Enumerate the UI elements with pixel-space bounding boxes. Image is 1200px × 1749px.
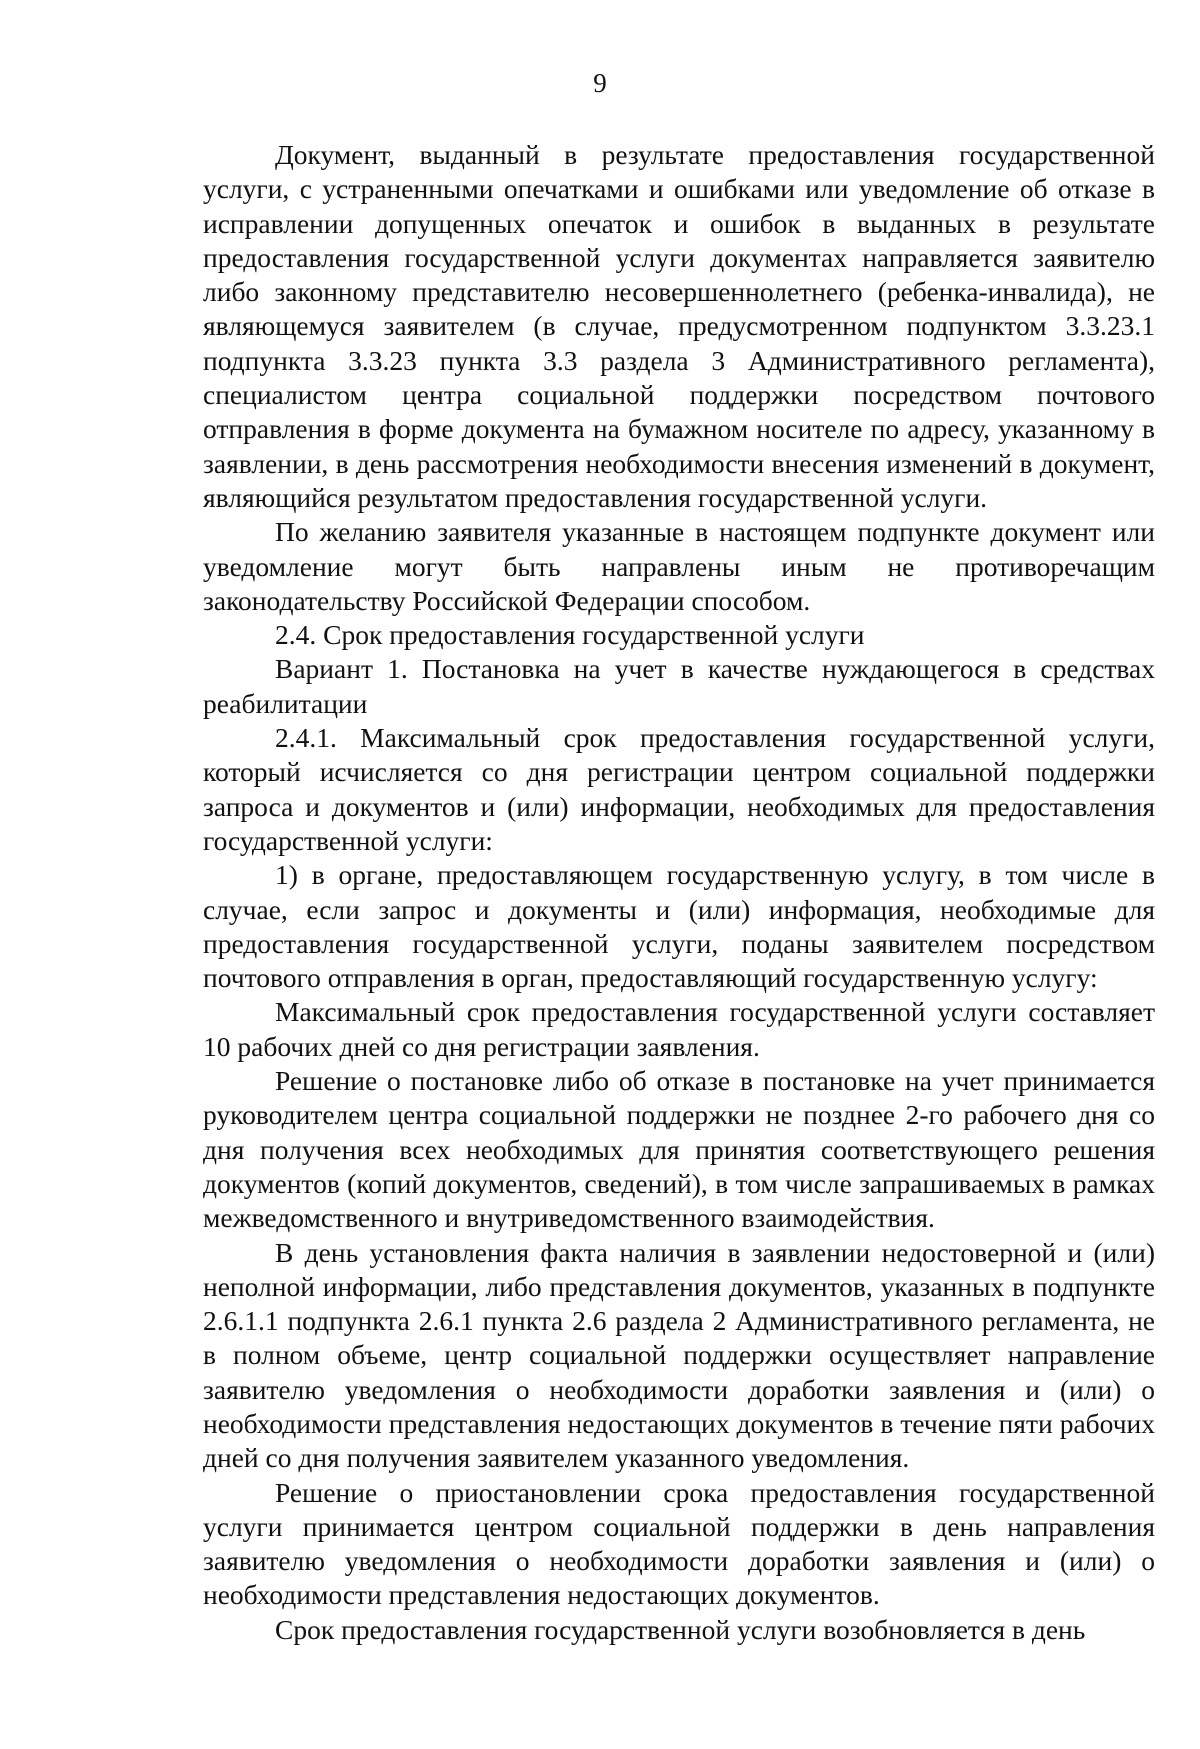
page-number: 9 <box>593 68 607 98</box>
paragraph-resumption: Срок предоставления государственной услуги возобновляется в день <box>275 1613 1086 1645</box>
section-heading-2-4: 2.4. Срок предоставления государственной услуги <box>275 619 865 651</box>
paragraph-applicant-wish: По желанию заявителя указанные в настоящем подпункте документ или уведомление могут быть направлены иным не противоречащим законодательству Российской Федерации способом. <box>203 516 1155 616</box>
paragraph-2-4-1: 2.4.1. Максимальный срок предоставления государственной услуги, который исчисляется со дня регистрации центром социальной поддержки запроса и документов и (или) информации, необходимых для предоставления государственной услуги: <box>203 722 1155 856</box>
paragraph-variant-1: Вариант 1. Постановка на учет в качестве нуждающегося в средствах реабилитации <box>203 653 1155 719</box>
list-item-1: 1) в органе, предоставляющем государственную услугу, в том числе в случае, если запрос и документы и (или) информация, необходимые для предоставления государственной услуги, поданы заявителем посредством почтового отправления в орган, предоставляющий государственную услугу: <box>203 859 1155 994</box>
document-body <box>203 138 1155 1647</box>
paragraph-registration-decision: Решение о постановке либо об отказе в постановке на учет принимается руководителем центра социальной поддержки не позднее 2-го рабочего дня со дня получения всех необходимых для принятия соответствующего решения документов (копий документов, сведений), в том числе запрашиваемых в рамках межведомственного и внутриведомственного взаимодействия. <box>203 1065 1155 1234</box>
paragraph-incomplete-info: В день установления факта наличия в заявлении недостоверной и (или) неполной информации, либо представления документов, указанных в подпункте 2.6.1.1 подпункта 2.6.1 пункта 2.6 раздела 2 Административного регламента, не в полном объеме, центр социальной поддержки осуществляет направление заявителю уведомления о необходимости доработки заявления и (или) о необходимости представления недостающих документов в течение пяти рабочих дней со дня получения заявителем указанного уведомления. <box>203 1236 1155 1474</box>
paragraph-suspension-decision: Решение о приостановлении срока предоставления государственной услуги принимается центром социальной поддержки в день направления заявителю уведомления о необходимости доработки заявления и (или) о необходимости представления недостающих документов. <box>203 1476 1155 1611</box>
paragraph-max-term: Максимальный срок предоставления государственной услуги составляет 10 рабочих дней со дня регистрации заявления. <box>203 996 1155 1062</box>
paragraph-document-issued: Документ, выданный в результате предоставления государственной услуги, с устраненными опечатками и ошибками или уведомление об отказе в исправлении допущенных опечаток и ошибок в выданных в результате предоставления государственной услуги документах направляется заявителю либо законному представителю несовершеннолетнего (ребенка-инвалида), не являющемуся заявителем (в случае, предусмотренном подпунктом 3.3.23.1 подпункта 3.3.23 пункта 3.3 раздела 3 Административного регламента), специалистом центра социальной поддержки посредством почтового отправления в форме документа на бумажном носителе по адресу, указанному в заявлении, в день рассмотрения необходимости внесения изменений в документ, являющийся результатом предоставления государственной услуги. <box>203 139 1155 513</box>
